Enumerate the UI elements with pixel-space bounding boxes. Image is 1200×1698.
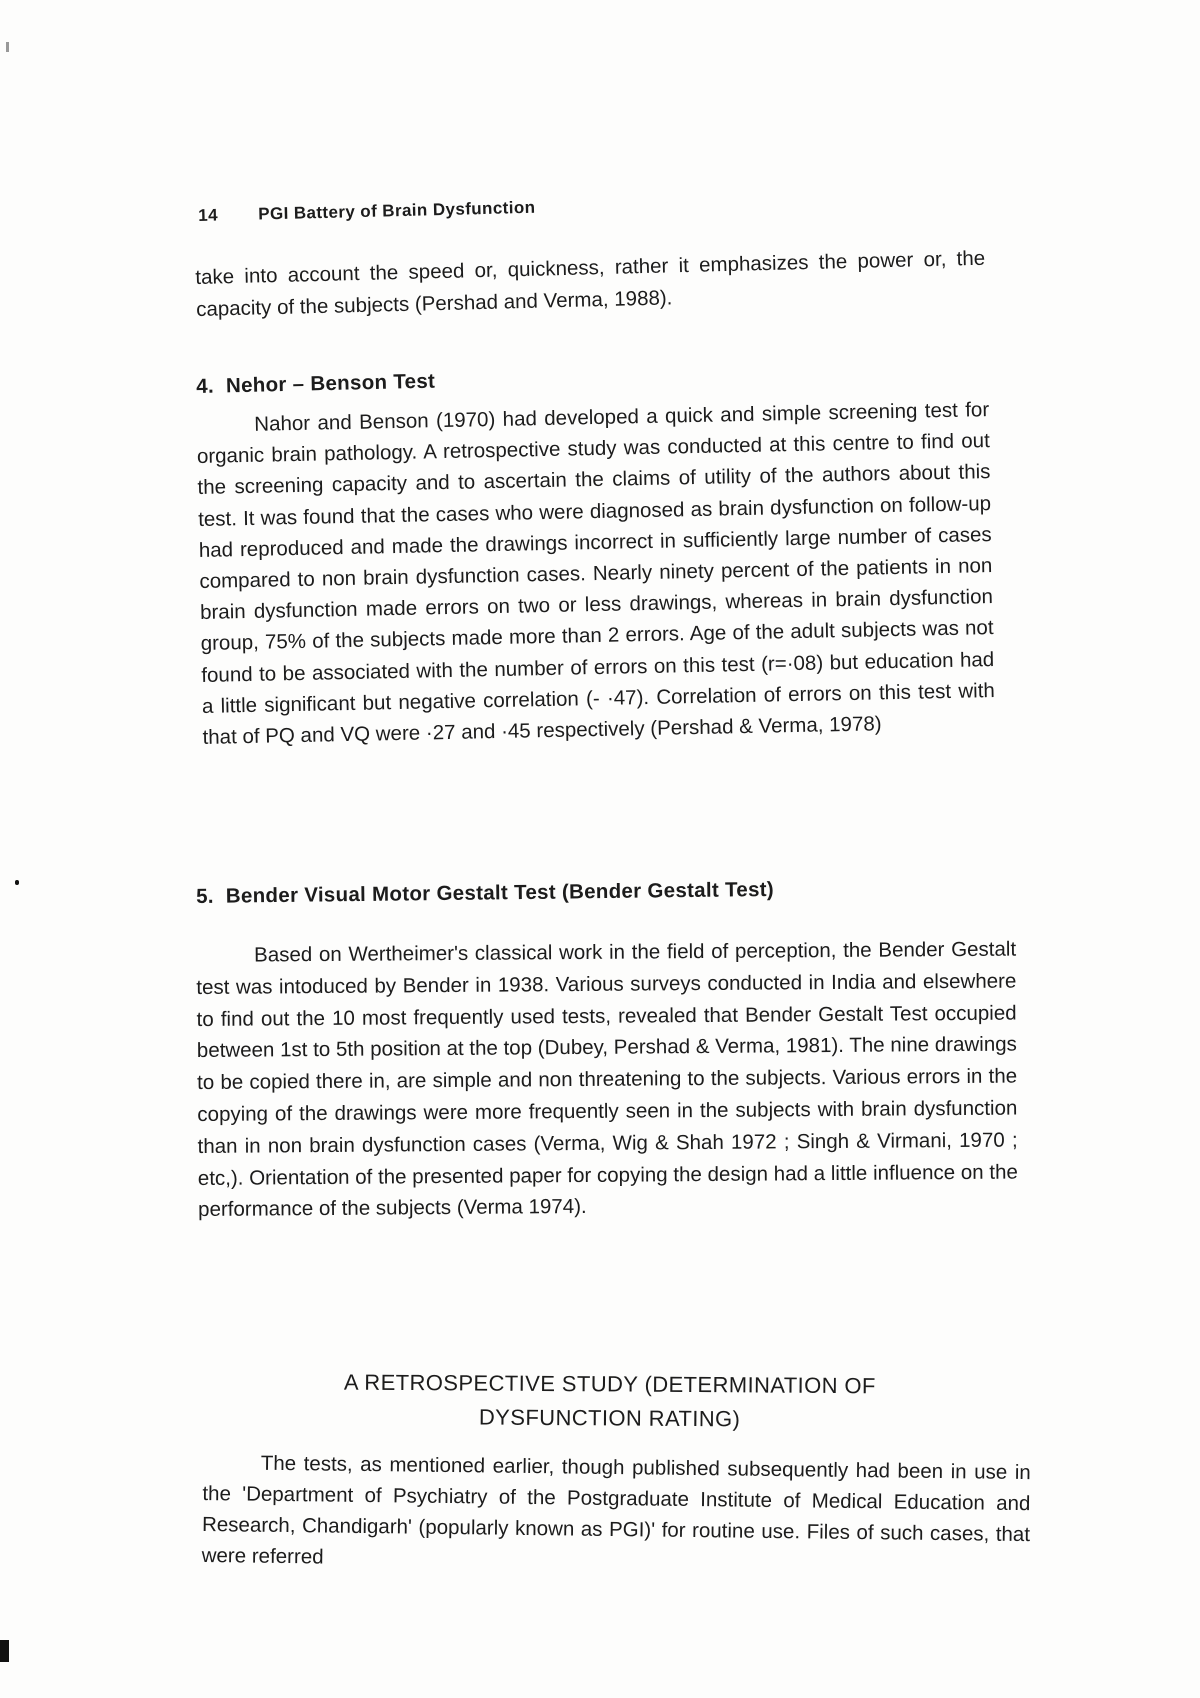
section-4-body <box>196 394 996 753</box>
section-5-title: Bender Visual Motor Gestalt Test (Bender Gestalt Test) <box>225 877 775 908</box>
section-5-paragraph: Based on Wertheimer's classical work in the field of perception, the Bender Gestalt test was intoduced by Bender in 1938. Various surveys conducted in India and elsewhere to find out the 10 most frequently used tests, revealed that Bender Gestalt Test occupied between 1st to 5th position at the top (Dubey, Pershad & Verma, 1981). The nine drawings to be copied there in, are simple and non threatening to the subjects. Various errors in the copying of the drawings were more frequently seen in the subjects with brain dysfunction than in non brain dysfunction cases (Verma, Wig & Shah 1972 ; Singh & Virmani, 1970 ; etc,). Orientation of the presented paper for copying the design had a little influence on the performance of the subjects (Verma 1974). <box>196 937 1018 1222</box>
section-5-number: 5. <box>196 884 214 908</box>
section-4-number: 4. <box>196 374 215 398</box>
study-heading <box>260 1365 960 1438</box>
scan-corner-mark <box>6 42 9 52</box>
section-4-heading <box>196 370 435 399</box>
section-5-body <box>196 934 1018 1227</box>
study-heading-line-1: A RETROSPECTIVE STUDY (DETERMINATION OF <box>343 1369 876 1399</box>
continued-paragraph-text: take into account the speed or, quickness, rather it emphasizes the power or, the capacity of the subjects (Pershad and Verma, 1988). <box>195 246 986 321</box>
section-4-title: Nehor – Benson Test <box>225 369 436 398</box>
running-title: PGI Battery of Brain Dysfunction <box>257 197 536 224</box>
section-4-paragraph: Nahor and Benson (1970) had developed a quick and simple screening test for organic brain pathology. A retrospective study was conducted at this centre to find out the screening capacity and to ascertain the claims of utility of the authors about this test. It was found that the cases who were diagnosed as brain dysfunction on follow-up had reproduced and made the drawings incorrect in sufficiently large number of cases compared to non brain dysfunction cases. Nearly ninety percent of the patients in non brain dysfunction made errors on two or less drawings, whereas in brain dysfunction group, 75% of the subjects made more than 2 errors. Age of the adult subjects was not found to be associated with the number of errors on this test (r=·08) but education had a little significant but negative correlation (- ·47). Correlation of errors on this test with that of PQ and VQ were ·27 and ·45 respectively (Pershad & Verma, 1978) <box>196 398 996 749</box>
running-header <box>198 187 958 226</box>
page-number: 14 <box>198 205 219 225</box>
scan-speck <box>15 880 19 885</box>
study-heading-line-2: DYSFUNCTION RATING) <box>478 1404 741 1432</box>
continued-paragraph <box>195 243 986 325</box>
study-body <box>201 1447 1030 1581</box>
scan-edge-mark <box>0 1640 9 1662</box>
section-5-heading <box>196 878 774 909</box>
study-paragraph: The tests, as mentioned earlier, though published subsequently had been in use in the 'Department of Psychiatry of the Postgraduate Institute of Medical Education and Research, Chandigarh' (popularly known as PGI)' for routine use. Files of such cases, that were referred <box>201 1451 1031 1569</box>
